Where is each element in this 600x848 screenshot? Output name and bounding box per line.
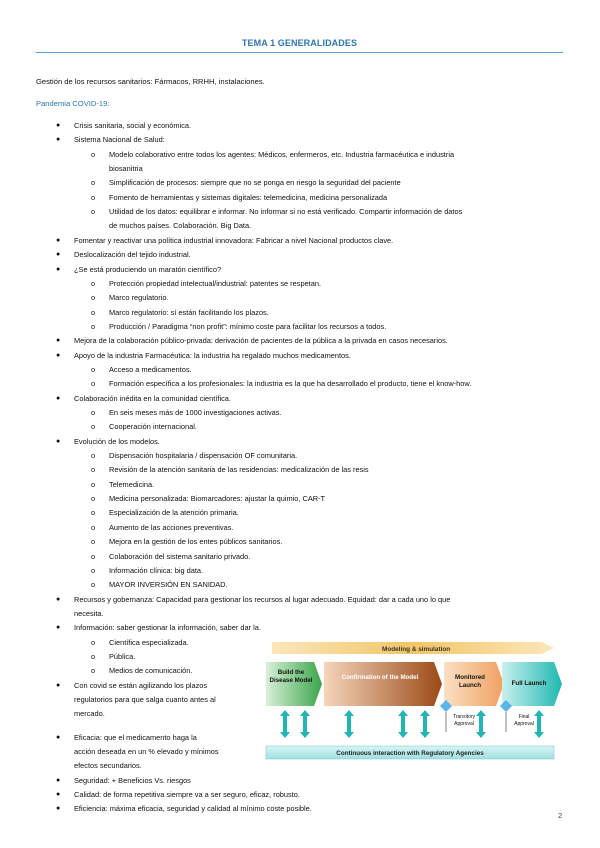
- page-title: TEMA 1 GENERALIDADES: [241, 38, 358, 48]
- sub-bullet-marker: o: [91, 494, 96, 504]
- sub-bullet-marker: o: [91, 207, 96, 217]
- title-underline: [36, 52, 563, 53]
- sub-list-item: Telemedicina.: [109, 479, 155, 489]
- bullet-marker: ●: [56, 351, 61, 359]
- stage-confirm-label: Confirmation of the Model: [341, 674, 419, 681]
- stage-build-label: Build the Disease Model: [269, 669, 313, 684]
- list-item: Evolución de los modelos.: [74, 436, 160, 446]
- banner-label: Modeling & simulation: [382, 646, 451, 653]
- transitory-approval-label: Transitory Approval: [452, 714, 476, 727]
- list-item: regulatorios para que salga cuanto antes al: [74, 695, 216, 704]
- regulatory-label: Continuous interaction with Regulatory Agencies: [336, 750, 484, 757]
- list-item: Sistema Nacional de Salud:: [74, 135, 165, 145]
- sub-bullet-marker: o: [91, 565, 96, 575]
- sub-list-item: Científica especializada.: [109, 637, 189, 647]
- list-item: ¿Se está produciendo un maratón científico?: [74, 264, 222, 274]
- sub-bullet-marker: o: [91, 551, 96, 561]
- sub-bullet-marker: o: [91, 508, 96, 518]
- sub-bullet-marker: o: [91, 293, 96, 303]
- list-item: Eficacia: que el medicamento haga la: [74, 732, 197, 742]
- sub-bullet-marker: o: [91, 465, 96, 475]
- list-item: Mejora de la colaboración público-privada: derivación de pacientes de la pública a la privada en casos necesarios.: [74, 336, 448, 346]
- sub-bullet-marker: o: [91, 321, 96, 331]
- sub-list-item: Acceso a medicamentos.: [109, 364, 192, 374]
- bullet-marker: ●: [56, 733, 61, 741]
- list-item: necesita.: [74, 608, 104, 618]
- list-item: efectos secundarios.: [74, 761, 142, 771]
- sub-list-item: Modelo colaborativo entre todos los agentes: Médicos, enfermeros, etc. Industria farmacéutica e industria: [109, 149, 455, 159]
- sub-list-item: MAYOR INVERSIÓN EN SANIDAD.: [109, 580, 228, 590]
- sub-bullet-marker: o: [91, 192, 96, 202]
- bullet-marker: ●: [56, 681, 61, 689]
- bullet-marker: ●: [56, 776, 61, 784]
- list-item: acción deseada en un % elevado y mínimos: [74, 747, 219, 757]
- bullet-marker: ●: [56, 122, 61, 129]
- stage-monitored-label: Monitored Launch: [455, 674, 485, 689]
- sub-list-item: Cooperación internacional.: [109, 422, 197, 432]
- sub-list-item: biosanitria: [109, 164, 143, 174]
- sub-bullet-marker: o: [91, 422, 96, 432]
- sub-bullet-marker: o: [91, 651, 96, 661]
- sub-bullet-marker: o: [91, 379, 96, 389]
- sub-list-item: Mejora en la gestión de los entes públicos sanitarios.: [109, 537, 283, 547]
- bullet-marker: ●: [56, 394, 61, 402]
- sub-list-item: Dispensación hospitalaria / dispensación OF comunitaria.: [109, 451, 298, 461]
- sub-bullet-marker: o: [91, 451, 96, 461]
- bullet-marker: ●: [56, 595, 61, 603]
- list-item: Información: saber gestionar la información, saber dar la.: [74, 623, 261, 633]
- sub-list-item: de muchos países. Colaboración. Big Data.: [109, 221, 252, 231]
- sub-bullet-marker: o: [91, 580, 96, 590]
- sub-bullet-marker: o: [91, 537, 96, 547]
- sub-list-item: Protección propiedad intelectual/industrial: patentes se respetan.: [109, 278, 321, 288]
- bullet-marker: ●: [56, 624, 61, 632]
- list-item: Recursos y gobernanza: Capacidad para gestionar los recursos al lugar adecuado. Equidad: dar a cada uno lo que: [74, 594, 451, 604]
- intro-text: Gestión de los recursos sanitarios: Fármacos, RRHH, instalaciones.: [36, 77, 265, 86]
- sub-bullet-marker: o: [91, 522, 96, 532]
- list-item: Con covid se están agilizando los plazos: [74, 680, 208, 690]
- sub-list-item: Simplificación de procesos: siempre que no se ponga en riesgo la seguridad del paciente: [109, 178, 401, 188]
- section-heading: Pandemia COVID-19:: [36, 99, 110, 108]
- list-item: Fomentar y reactivar una política industrial innovadora: Fabricar a nivel Nacional productos clave.: [74, 235, 394, 245]
- sub-bullet-marker: o: [91, 479, 96, 489]
- sub-list-item: Información clínica: big data.: [109, 565, 204, 575]
- bullet-marker: ●: [56, 791, 61, 799]
- bullet-marker: ●: [56, 805, 61, 813]
- sub-list-item: Medios de comunicación.: [109, 666, 193, 676]
- sub-bullet-marker: o: [91, 364, 96, 374]
- interaction-arrows: [280, 710, 544, 738]
- list-item: Colaboración inédita en la comunidad científica.: [74, 393, 231, 403]
- bullet-marker: ●: [56, 337, 61, 345]
- sub-list-item: En seis meses más de 1000 investigaciones activas.: [109, 408, 282, 417]
- list-item: Calidad: de forma repetitiva siempre va a ser seguro, eficaz, robusto.: [74, 790, 300, 800]
- sub-list-item: Aumento de las acciones preventivas.: [109, 522, 234, 532]
- sub-list-item: Fomento de herramientas y sistemas digitales: telemedicina, medicina personalizada: [109, 192, 388, 202]
- sub-bullet-marker: o: [91, 307, 96, 317]
- bullet-marker: ●: [56, 251, 61, 259]
- list-item: Deslocalización del tejido industrial.: [74, 250, 191, 260]
- bullet-marker: ●: [56, 437, 61, 445]
- sub-list-item: Formación específica a los profesionales: la industria es la que ha desarrollado el producto, tiene el know-how.: [109, 379, 472, 389]
- list-item: Seguridad: + Beneficios Vs. riesgos: [74, 775, 191, 785]
- bullet-marker: ●: [56, 136, 61, 144]
- sub-bullet-marker: o: [91, 666, 96, 676]
- sub-list-item: Utilidad de los datos: equilibrar e informar. No informar si no está verificado. Compartir información de datos: [109, 207, 463, 217]
- sub-list-item: Medicina personalizada: Biomarcadores: ajustar la quimio, CAR-T: [109, 494, 326, 504]
- bullet-marker: ●: [56, 236, 61, 244]
- list-item: Eficiencia: máxima eficacia, seguridad y calidad al mínimo coste posible.: [74, 804, 312, 814]
- list-item: Crisis sanitaria, social y económica.: [74, 121, 192, 130]
- sub-list-item: Colaboración del sistema sanitario privado.: [109, 551, 251, 561]
- sub-list-item: Marco regulatorio: sí están facilitando los plazos.: [109, 307, 269, 317]
- list-item: mercado.: [74, 709, 105, 719]
- sub-list-item: Especialización de la atención primaria.: [109, 508, 239, 518]
- stage-confirm: [324, 662, 442, 706]
- sub-bullet-marker: o: [91, 408, 96, 417]
- regulatory-diagram: [262, 634, 567, 774]
- bullet-marker: ●: [56, 265, 61, 273]
- sub-bullet-marker: o: [91, 278, 96, 288]
- list-item: Apoyo de la industria Farmacéutica: la industria ha regalado muchos medicamentos.: [74, 350, 351, 360]
- sub-list-item: Revisión de la atención sanitaria de las residencias: medicalización de las resis: [109, 465, 369, 475]
- sub-list-item: Pública.: [109, 651, 136, 661]
- sub-list-item: Producción / Paradigma “non profit”: mínimo coste para facilitar los recursos a todos.: [109, 321, 387, 331]
- page-number: 2: [558, 811, 563, 820]
- sub-bullet-marker: o: [91, 637, 96, 647]
- sub-list-item: Marco regulatorio.: [109, 293, 169, 303]
- final-approval-label: Final Approval: [514, 714, 534, 727]
- sub-bullet-marker: o: [91, 178, 96, 188]
- sub-bullet-marker: o: [91, 149, 96, 159]
- stage-full-label: Full Launch: [511, 680, 547, 687]
